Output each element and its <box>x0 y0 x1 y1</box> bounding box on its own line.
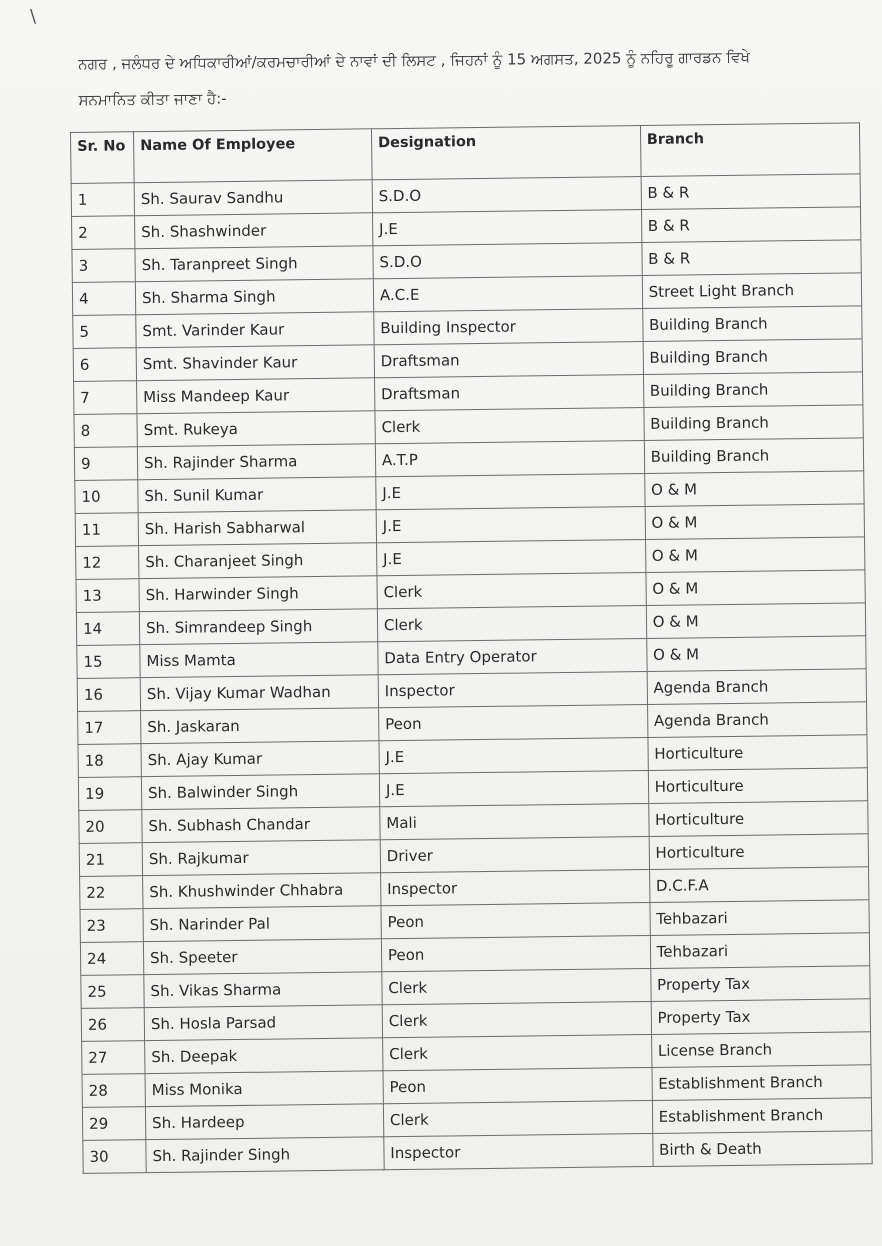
cell-designation: J.E <box>376 474 645 510</box>
cell-designation: Clerk <box>377 573 646 609</box>
cell-designation: Data Entry Operator <box>378 638 647 674</box>
cell-designation: Peon <box>378 704 647 740</box>
cell-branch: Building Branch <box>642 306 862 342</box>
cell-designation: Clerk <box>382 968 651 1004</box>
cell-designation: Clerk <box>377 605 646 641</box>
cell-employee-name: Sh. Ajay Kumar <box>141 741 379 777</box>
cell-sr-no: 26 <box>81 1008 144 1042</box>
cell-branch: O & M <box>646 636 866 672</box>
cell-sr-no: 9 <box>74 447 137 481</box>
cell-sr-no: 2 <box>72 216 135 250</box>
cell-sr-no: 8 <box>74 414 137 448</box>
document-heading: ਨਗਰ , ਜਲੰਧਰ ਦੇ ਅਧਿਕਾਰੀਆਂ/ਕਰਮਚਾਰੀਆਂ ਦੇ ਨਾਵਾਂ ਦੀ ਲਿਸਟ , ਜਿਹਨਾਂ ਨੂੰ 15 ਅਗਸਤ, 2025 ਨੂੰ ਨਹਿਰੂ ਗਾਰਡਨ ਵਿਖੇ ਸਨਮਾਨਿਤ ਕੀਤਾ ਜਾਣਾ ਹੈ:- <box>78 47 751 109</box>
cell-branch: O & M <box>646 570 866 606</box>
cell-sr-no: 5 <box>73 315 136 349</box>
cell-employee-name: Smt. Rukeya <box>137 411 375 447</box>
cell-designation: A.C.E <box>373 276 642 312</box>
cell-sr-no: 27 <box>82 1041 145 1075</box>
cell-sr-no: 18 <box>78 744 141 778</box>
cell-sr-no: 25 <box>81 975 144 1009</box>
cell-employee-name: Sh. Khushwinder Chhabra <box>143 873 381 909</box>
cell-branch: B & R <box>641 174 861 210</box>
cell-branch: Tehbazari <box>650 900 870 936</box>
cell-designation: Clerk <box>383 1100 652 1136</box>
cell-branch: B & R <box>642 240 862 276</box>
cell-sr-no: 7 <box>74 381 137 415</box>
cell-designation: A.T.P <box>375 441 644 477</box>
cell-designation: J.E <box>376 507 645 543</box>
cell-sr-no: 4 <box>72 282 135 316</box>
cell-branch: Building Branch <box>644 405 864 441</box>
cell-employee-name: Sh. Narinder Pal <box>143 906 381 942</box>
cell-sr-no: 30 <box>83 1140 146 1174</box>
cell-branch: License Branch <box>651 1032 871 1068</box>
cell-sr-no: 17 <box>78 711 141 745</box>
cell-branch: Horticulture <box>649 834 869 870</box>
cell-sr-no: 1 <box>71 183 134 217</box>
cell-branch: B & R <box>641 207 861 243</box>
cell-designation: Draftsman <box>374 375 643 411</box>
cell-employee-name: Sh. Hardeep <box>145 1104 383 1140</box>
cell-branch: Property Tax <box>651 999 871 1035</box>
cell-employee-name: Miss Mamta <box>140 642 378 678</box>
cell-employee-name: Sh. Rajinder Singh <box>146 1137 384 1173</box>
cell-designation: S.D.O <box>373 243 642 279</box>
cell-branch: O & M <box>645 504 865 540</box>
cell-employee-name: Sh. Deepak <box>145 1038 383 1074</box>
cell-sr-no: 24 <box>80 942 143 976</box>
cell-sr-no: 15 <box>77 645 140 679</box>
cell-employee-name: Miss Mandeep Kaur <box>137 378 375 414</box>
cell-sr-no: 21 <box>79 843 142 877</box>
cell-sr-no: 13 <box>76 579 139 613</box>
cell-branch: Building Branch <box>643 339 863 375</box>
cell-designation: Driver <box>380 836 649 872</box>
table-body <box>71 174 872 1174</box>
cell-sr-no: 19 <box>78 777 141 811</box>
cell-sr-no: 10 <box>75 480 138 514</box>
cell-designation: J.E <box>372 210 641 246</box>
cell-sr-no: 6 <box>73 348 136 382</box>
cell-designation: Clerk <box>382 1034 651 1070</box>
cell-designation: J.E <box>379 770 648 806</box>
cell-designation: Clerk <box>382 1001 651 1037</box>
cell-employee-name: Sh. Sharma Singh <box>135 279 373 315</box>
cell-employee-name: Sh. Charanjeet Singh <box>139 543 377 579</box>
cell-employee-name: Smt. Varinder Kaur <box>136 312 374 348</box>
cell-employee-name: Sh. Jaskaran <box>141 708 379 744</box>
cell-designation: Peon <box>383 1067 652 1103</box>
cell-sr-no: 16 <box>77 678 140 712</box>
cell-branch: Building Branch <box>643 372 863 408</box>
cell-employee-name: Sh. Rajkumar <box>142 840 380 876</box>
cell-branch: Property Tax <box>650 966 870 1002</box>
cell-employee-name: Sh. Rajinder Sharma <box>137 444 375 480</box>
corner-mark: \ <box>30 6 37 27</box>
cell-designation: Clerk <box>375 408 644 444</box>
cell-branch: Agenda Branch <box>647 702 867 738</box>
cell-employee-name: Sh. Simrandeep Singh <box>139 609 377 645</box>
cell-branch: O & M <box>644 471 864 507</box>
cell-branch: D.C.F.A <box>649 867 869 903</box>
cell-designation: Mali <box>380 803 649 839</box>
employee-table <box>70 122 873 1174</box>
cell-branch: Street Light Branch <box>642 273 862 309</box>
cell-sr-no: 28 <box>82 1074 145 1108</box>
cell-designation: Draftsman <box>374 342 643 378</box>
cell-designation: Inspector <box>380 869 649 905</box>
cell-employee-name: Sh. Hosla Parsad <box>144 1005 382 1041</box>
cell-branch: Establishment Branch <box>652 1065 872 1101</box>
header-sr-no: Sr. No <box>71 132 135 184</box>
cell-branch: Horticulture <box>648 768 868 804</box>
cell-sr-no: 3 <box>72 249 135 283</box>
cell-employee-name: Sh. Shashwinder <box>135 213 373 249</box>
cell-branch: Agenda Branch <box>647 669 867 705</box>
cell-sr-no: 14 <box>76 612 139 646</box>
cell-designation: Peon <box>381 935 650 971</box>
cell-sr-no: 22 <box>80 876 143 910</box>
cell-employee-name: Sh. Speeter <box>143 939 381 975</box>
cell-employee-name: Sh. Taranpreet Singh <box>135 246 373 282</box>
cell-employee-name: Sh. Subhash Chandar <box>142 807 380 843</box>
cell-branch: Horticulture <box>648 735 868 771</box>
cell-employee-name: Sh. Balwinder Singh <box>141 774 379 810</box>
cell-designation: Inspector <box>384 1133 653 1169</box>
cell-designation: J.E <box>376 540 645 576</box>
cell-designation: S.D.O <box>372 177 641 213</box>
cell-branch: O & M <box>645 537 865 573</box>
cell-designation: J.E <box>379 737 648 773</box>
cell-employee-name: Sh. Vikas Sharma <box>144 972 382 1008</box>
header-branch: Branch <box>640 123 860 177</box>
cell-employee-name: Miss Monika <box>145 1071 383 1107</box>
cell-designation: Inspector <box>378 671 647 707</box>
header-designation: Designation <box>371 126 640 180</box>
header-name: Name Of Employee <box>134 129 372 183</box>
cell-employee-name: Smt. Shavinder Kaur <box>136 345 374 381</box>
cell-employee-name: Sh. Vijay Kumar Wadhan <box>140 675 378 711</box>
cell-employee-name: Sh. Saurav Sandhu <box>134 180 372 216</box>
cell-sr-no: 23 <box>80 909 143 943</box>
cell-branch: Building Branch <box>644 438 864 474</box>
cell-employee-name: Sh. Sunil Kumar <box>138 477 376 513</box>
cell-sr-no: 11 <box>75 513 138 547</box>
cell-employee-name: Sh. Harish Sabharwal <box>138 510 376 546</box>
cell-branch: Birth & Death <box>652 1131 872 1167</box>
cell-employee-name: Sh. Harwinder Singh <box>139 576 377 612</box>
cell-designation: Peon <box>381 902 650 938</box>
cell-sr-no: 12 <box>76 546 139 580</box>
cell-sr-no: 20 <box>79 810 142 844</box>
cell-designation: Building Inspector <box>374 309 643 345</box>
cell-sr-no: 29 <box>82 1107 145 1141</box>
cell-branch: O & M <box>646 603 866 639</box>
cell-branch: Establishment Branch <box>652 1098 872 1134</box>
cell-branch: Tehbazari <box>650 933 870 969</box>
cell-branch: Horticulture <box>648 801 868 837</box>
